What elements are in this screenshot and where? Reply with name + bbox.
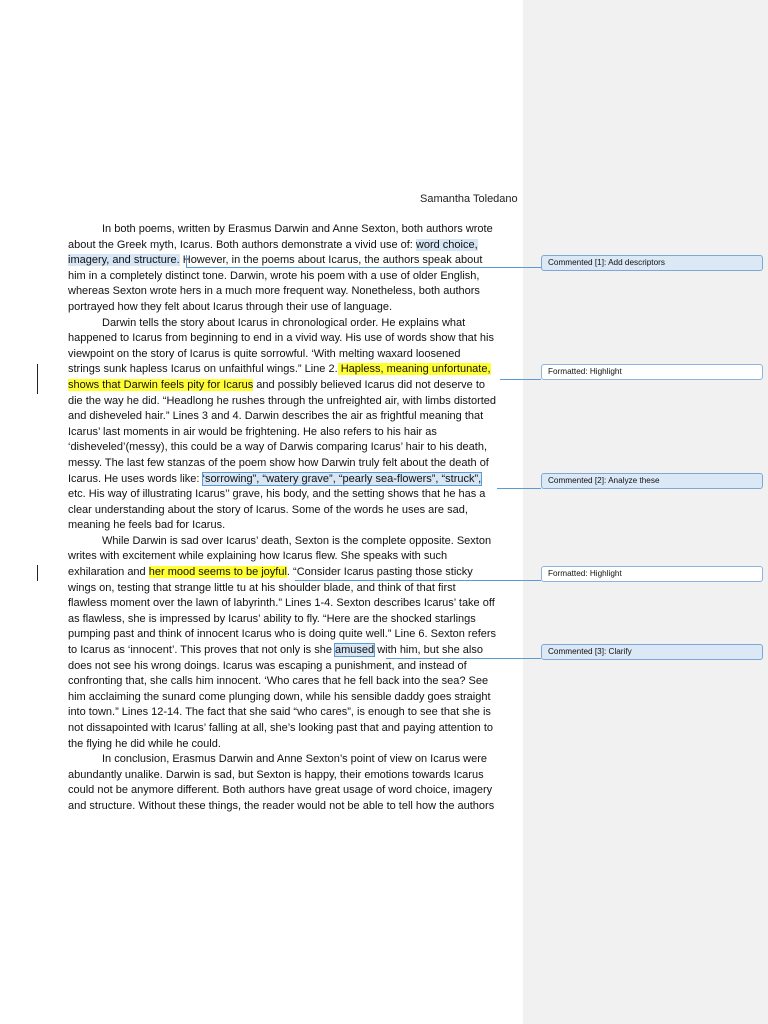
text-line: to Icarus as ‘innocent’. This proves that not only is she amused with him, but she also — [68, 644, 483, 657]
formatted-balloon-1[interactable] — [541, 364, 763, 380]
text-line: meaning he feels bad for Icarus. — [68, 519, 226, 532]
comment-balloon-1[interactable] — [541, 255, 763, 271]
change-bar — [37, 565, 38, 581]
text-line: While Darwin is sad over Icarus’ death, Sexton is the complete opposite. Sexton — [102, 534, 492, 547]
text-line: In conclusion, Erasmus Darwin and Anne Sexton’s point of view on Icarus were — [102, 753, 487, 766]
comment-label: Commented [2]: — [548, 476, 607, 485]
text-line: about the Greek myth, Icarus. Both authors demonstrate a vivid use of: word choice, — [68, 238, 478, 251]
text-line: clear understanding about the story of Icarus. Some of the words he uses are sad, — [68, 503, 468, 516]
comment-connector-line — [186, 267, 541, 268]
text-line: Icarus. He uses words like: ‘sorrowing”, “watery grave”, “pearly sea-flowers”, “struck”, — [68, 472, 482, 485]
text-line: and disheveled hair.” Lines 3 and 4. Darwin describes the air as frightful meaning that — [68, 410, 484, 423]
text-line: into town.” Lines 12-14. The fact that she said “who cares”, is enough to see that she is — [68, 706, 491, 719]
text-line: In both poems, written by Erasmus Darwin and Anne Sexton, both authors wrote — [102, 223, 493, 235]
text-line: and structure. Without these things, the reader would not be able to tell how the authors — [68, 799, 495, 812]
text-line: portrayed how they felt about Icarus through their use of language. — [68, 300, 393, 313]
format-value: Highlight — [587, 367, 622, 376]
text-line: the flying he did while he could. — [68, 737, 221, 750]
text-line: messy. The last few stanzas of the poem show how Darwin truly felt about the death of — [68, 456, 489, 469]
text-line: imagery, and structure. However, in the poems about Icarus, the authors speak about — [68, 254, 483, 267]
text-line: whereas Sexton wrote hers in a much more frequent way. Nonetheless, both authors — [68, 285, 480, 298]
comment-label: Commented [3]: — [548, 647, 607, 656]
comment-range[interactable]: imagery, and structure. — [68, 254, 180, 267]
text-line: confronting that, she calls him innocent. ‘Who cares that he fell back into the sea? See — [68, 675, 489, 688]
text-line: strings sunk hapless Icarus on unfaithful wings.” Line 2. Hapless, meaning unfortunate, — [68, 363, 491, 376]
format-value: Highlight — [587, 569, 622, 578]
format-label: Formatted: — [548, 569, 588, 578]
text-line: Icarus’ last moments in air would be frightening. He also refers to his hair as — [68, 425, 437, 438]
text-line: could not be anymore different. Both authors have great usage of word choice, imagery — [68, 784, 493, 797]
comment-text: Analyze these — [606, 476, 660, 485]
formatted-balloon-2[interactable] — [541, 566, 763, 582]
text-line: flawless moment over the lawn of labyrinth.” Lines 1-4. Sexton describes Icarus’ take off — [68, 597, 495, 610]
comment-connector-line — [497, 488, 541, 489]
text-line: him in a completely distinct tone. Darwin, wrote his poem with a use of older English, — [68, 269, 480, 282]
comment-margin-pane — [523, 0, 768, 1024]
format-connector-line — [295, 580, 541, 581]
text-line: as flawless, she is impressed by Icarus’ ability to fly. “Here are the shocked starlings — [68, 612, 476, 625]
comment-balloon-2[interactable] — [541, 473, 763, 489]
highlighted-text[interactable]: Hapless, meaning unfortunate, — [337, 363, 491, 376]
text-line: exhilaration and her mood seems to be joyful. “Consider Icarus pasting those sticky — [68, 566, 473, 579]
text-line: abundantly unalike. Darwin is sad, but Sexton is happy, their emotions towards Icarus — [68, 768, 484, 781]
comment-text: Clarify — [606, 647, 632, 656]
comment-connector-line — [386, 658, 541, 659]
comment-range[interactable]: word choice, — [415, 238, 478, 251]
comment-text: Add descriptors — [606, 258, 665, 267]
text-line: etc. His way of illustrating Icarus’’ grave, his body, and the setting shows that he has a — [68, 488, 486, 501]
text-line: does not see his wrong doings. Icarus was escaping a punishment, and instead of — [68, 659, 467, 672]
comment-label: Commented [1]: — [548, 258, 607, 267]
text-line: happened to Icarus from beginning to end in a vivid way. His use of words show that his — [68, 332, 494, 345]
text-line: shows that Darwin feels pity for Icarus and possibly believed Icarus did not deserve to — [68, 378, 486, 391]
highlighted-text[interactable]: her mood seems to be joyful — [148, 566, 287, 579]
comment-range[interactable]: amused — [335, 644, 375, 657]
text-line: pumping past and think of innocent Icarus who is doing quite well.” Line 6. Sexton refers — [68, 628, 497, 641]
comment-anchor-line — [186, 255, 187, 267]
text-line: not dissapointed with Icarus’ falling at all, she’s looking past that and paying attention to — [68, 722, 493, 734]
text-line: wings on, testing that strange little tu at his shoulder blade, and think of that first — [68, 581, 456, 594]
highlighted-text[interactable]: shows that Darwin feels pity for Icarus — [68, 378, 254, 391]
change-bar — [37, 364, 38, 394]
text-line: die the way he did. “Headlong he rushes through the unfreighted air, with limbs distorted — [68, 394, 497, 407]
text-line: Darwin tells the story about Icarus in chronological order. He explains what — [102, 316, 466, 329]
comment-balloon-3[interactable] — [541, 644, 763, 660]
text-line: writes with excitement while explaining how Icarus flew. She speaks with such — [68, 550, 448, 563]
text-line: viewpoint on the story of Icarus is quite sorrowful. ‘With melting waxard loosened — [68, 347, 461, 360]
text-line: ‘disheveled’(messy), this could be a way of Darwis comparing Icarus’ hair to his death, — [68, 441, 487, 454]
text-line: him acclaiming the sunard come plunging down, while his sensible daddy goes straight — [68, 690, 491, 703]
format-label: Formatted: — [548, 367, 588, 376]
comment-range[interactable]: ‘sorrowing”, “watery grave”, “pearly sea-flowers”, “struck”, — [202, 472, 482, 485]
format-connector-line — [500, 379, 541, 380]
author-header: Samantha Toledano — [420, 193, 518, 205]
document-body[interactable] — [68, 222, 518, 815]
